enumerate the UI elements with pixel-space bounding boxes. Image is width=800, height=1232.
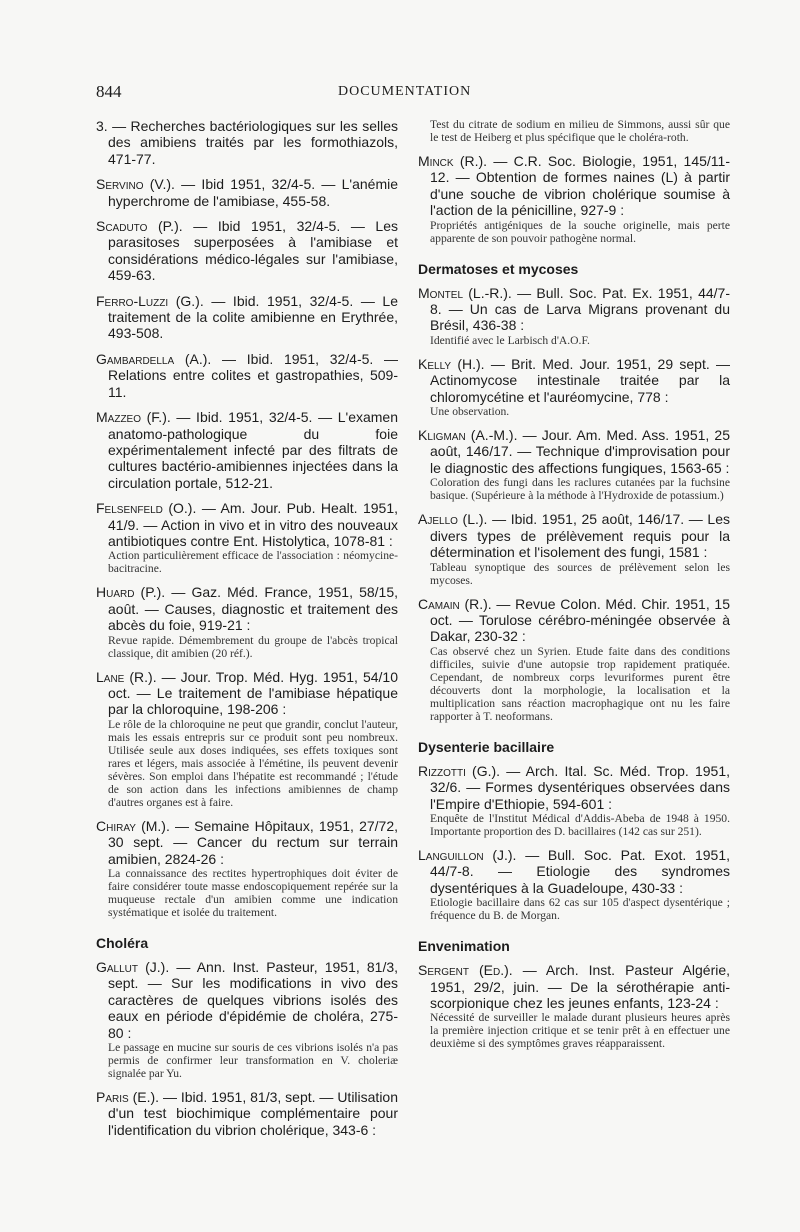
entry-title: — Bull. Soc. Pat. Exot. 1951, 44/7-8. — Etiologie des syndromes dysentériques à la Guadeloupe, 430-33 : [430,846,730,896]
bibliography-entry [96,500,398,575]
entry-citation [96,500,398,549]
entry-citation [96,350,399,400]
entry-title: — Gaz. Méd. France, 1951, 58/15, août. — Causes, diagnostic et traitement des abcès du foie, 919-21 : [108,584,399,634]
bibliography-entry [96,959,398,1080]
right-column [418,118,730,1059]
entry-citation [418,511,730,561]
entry-author: Ferro-Luzzi (G.). [96,292,204,309]
entry-title: — Brit. Med. Jour. 1951, 29 sept. — Actinomycose intestinale traitée par la chloromycétine et l'auréomycine, 778 : [430,355,730,405]
entry-title: — Jour. Trop. Méd. Hyg. 1951, 54/10 oct. — Le traitement de l'amibiase hépatique par la chloroquine, 198-206 : [108,668,399,718]
entry-title: — Am. Jour. Pub. Healt. 1951, 41/9. — Action in vivo et in vitro des nouveaux antibiotiques contre Ent. Histolytica, 1078-81 : [108,500,398,549]
section-heading: Dysenterie bacillaire [418,738,555,755]
entry-note: Nécessité de surveiller le malade durant plusieurs heures après la première injection critique et se tenir prêt à en effectuer une deuxième si des symptômes graves réapparaissent. [430,1011,730,1051]
entry-citation [418,153,730,219]
bibliography-entry [418,962,730,1050]
bibliography-entry [418,511,730,586]
bibliography-entry [96,409,398,491]
entry-citation [96,292,399,342]
entry-citation [96,176,398,209]
running-title: DOCUMENTATION [338,84,472,99]
entry-citation [96,1089,399,1138]
bibliography-entry [96,218,398,284]
entry-author: Languillon (J.). [418,846,517,863]
entry-note: Test du citrate de sodium en milieu de Simmons, aussi sûr que le test de Heiberg et plus spécifique que le choléra-roth. [430,118,730,144]
bibliography-entry [96,584,398,659]
entry-title: — Arch. Ital. Sc. Méd. Trop. 1951, 32/6. — Formes dysentériques observées dans l'Empire d'Ethiopie, 594-601 : [430,762,730,812]
entry-author: Sergent (Ed.). [418,962,513,979]
entry-title: — Ibid 1951, 32/4-5. — L'anémie hyperchrome de l'amibiase, 455-58. [108,176,398,209]
entry-author: Servino (V.). [96,176,175,193]
page-number: 844 [96,82,122,101]
entry-author: Paris (E.). [96,1089,160,1106]
entry-author: Camain (R.). [418,595,492,612]
bibliography-entry [418,427,730,502]
entry-title: — C.R. Soc. Biologie, 1951, 145/11-12. — Obtention de formes naines (L) à partir d'une souche de vibrion cholérique soumise à l'action de la pénicilline, 927-9 : [430,153,730,219]
entry-title: — Ann. Inst. Pasteur, 1951, 81/3, sept. — Sur les modifications in vivo des caractères de quelques vibrions isolés des eaux en période d'épidémie de choléra, 275-80 : [108,959,399,1041]
entry-title: — Revue Colon. Méd. Chir. 1951, 15 oct. — Torulose cérébro-méningée observée à Dakar, 230-32 : [430,595,730,645]
left-column [96,118,398,1147]
entry-title: — Jour. Am. Med. Ass. 1951, 25 août, 146/17. — Technique d'improvisation pour le diagnostic des affections fungiques, 1563-65 : [430,427,730,476]
entry-note: Enquête de l'Institut Médical d'Addis-Abeba de 1948 à 1950. Importante proportion des D. bacillaires (142 cas sur 251). [430,811,730,838]
page-header [96,82,716,106]
entry-author: Gambardella (A.). [96,350,212,367]
entry-author: Kligman (A.-M.). [418,427,518,444]
entry-title: — Ibid 1951, 32/4-5. — Les parasitoses superposées à l'amibiase et considérations médico-légales sur l'amibiase, 459-63. [108,218,399,284]
entry-author: Minck (R.). [418,153,488,169]
entry-author: Lane (R.). [96,668,157,685]
entry-citation [418,762,730,812]
section-heading: Dermatoses et mycoses [418,260,579,277]
section-heading: Choléra [96,935,149,951]
entry-author: Ajello (L.). [418,511,488,528]
entry-citation [96,409,398,491]
entry-note: Etiologie bacillaire dans 62 cas sur 105 d'aspect dysentérique ; fréquence du B. de Morgan. [430,896,730,923]
entry-author: Huard (P.). [96,584,166,601]
entry-note: Propriétés antigéniques de la souche originelle, mais perte apparente de son pouvoir pathogène normal. [430,218,730,245]
entry-citation [418,846,730,896]
entry-citation [96,668,399,718]
bibliography-entry [418,153,730,245]
bibliography-entry [96,293,398,342]
bibliography-entry [418,285,730,347]
entry-note: Une observation. [430,405,510,419]
entry-citation [418,427,730,476]
bibliography-entry [418,356,730,418]
bibliography-entry [418,118,730,144]
bibliography-entry [96,818,398,919]
bibliography-entry [418,763,730,838]
bibliography-entry [96,176,398,209]
entry-author: Chiray (M.). [96,817,170,834]
entry-citation [96,817,398,867]
entry-note: Action particulièrement efficace de l'association : néomycine-bacitracine. [108,549,398,576]
bibliography-entry [96,1089,398,1138]
entry-title: — Ibid. 1951, 81/3, sept. — Utilisation d'un test biochimique complémentaire pour l'identification du vibrion cholérique, 343-6 : [108,1089,399,1138]
entry-title: — Ibid. 1951, 25 août, 146/17. — Les divers types de prélèvement requis pour la détermination et l'isolement des fungi, 1581 : [430,511,730,561]
entry-citation [418,595,730,645]
entry-author: Rizzotti (G.). [418,762,501,779]
entry-title: — Arch. Inst. Pasteur Algérie, 1951, 29/2, juin. — De la sérothérapie anti-scorpionique chez les jeunes enfants, 123-24 : [430,962,731,1011]
entry-title: — Semaine Hôpitaux, 1951, 27/72, 30 sept. — Cancer du rectum sur terrain amibien, 2824-26 : [108,817,398,867]
entry-note: Coloration des fungi dans les raclures cutanées par la fuchsine basique. (Supérieure à la méthode à l'Hydroxide de potassium.) [430,476,730,503]
section-heading: Envenimation [418,938,510,955]
entry-author: Kelly (H.). [418,355,485,372]
entry-note: Tableau synoptique des sources de prélèvement selon les mycoses. [430,560,730,587]
entry-note: Revue rapide. Démembrement du groupe de l'abcès tropical classique, dit amibien (20 réf.). [108,633,398,660]
entry-title: — Ibid. 1951, 32/4-5. — Relations entre colites et gastropathies, 509-11. [108,350,399,400]
entry-citation [418,284,730,334]
entry-citation [96,959,399,1041]
entry-author: Gallut (J.). [96,959,170,975]
entry-author: Mazzeo (F.). [96,409,171,426]
entry-citation [418,962,731,1011]
entry-note: La connaissance des rectites hypertrophiques doit éviter de faire considérer toute masse endoscopiquement repérée sur la muqueuse rectale d'un amibien comme une indication systématique et isolée du traitement. [108,867,398,919]
entry-author: Montel (L.-R.). [418,284,512,301]
bibliography-entry [96,351,398,400]
bibliography-entry [418,596,730,723]
entry-title: — Ibid. 1951, 32/4-5. — L'examen anatomo-pathologique du foie expérimentalement infecté par des filtrats de cultures bactério-amibiennes injectées dans la circulation portale, 512-21. [108,409,398,491]
entry-title: — Bull. Soc. Pat. Ex. 1951, 44/7-8. — Un cas de Larva Migrans provenant du Brésil, 436-38 : [430,284,730,334]
entry-title: — Ibid. 1951, 32/4-5. — Le traitement de la colite amibienne en Erythrée, 493-508. [108,292,399,342]
bibliography-entry [96,669,398,809]
entry-citation [418,355,730,405]
bibliography-entry [418,847,730,922]
entry-note: Cas observé chez un Syrien. Etude faite dans des conditions difficiles, suivie d'une autopsie trop rapidement pratiquée. Cependant, de nombreux corps levuriformes purent être découverts dont la morphologie, la localisation et la multiplication sans réaction macrophagique ont nu les faire rapporter à T. neoformans. [430,644,730,723]
entry-citation [96,584,399,634]
entry-note: Le passage en mucine sur souris de ces vibrions isolés n'a pas permis de confirmer leur transformation en V. choleriæ signalée par Yu. [108,1041,398,1081]
entry-citation [96,118,398,167]
entry-note: Identifié avec le Larbisch d'A.O.F. [430,333,590,347]
entry-author: Felsenfeld (O.). [96,500,197,517]
bibliography-entry [96,118,398,167]
entry-title: 3. — Recherches bactériologiques sur les selles des amibiens traités par les formothiazols, 471-77. [96,118,398,167]
entry-note: Le rôle de la chloroquine ne peut que grandir, conclut l'auteur, mais les essais entrepris sur ce produit sont peu nombreux. Utilisée seule aux doses indiquées, ses effets toxiques sont rares et légers, mais associée à l'émétine, ils peuvent devenir sévères. Son emploi dans l'hépatite est recommandé ; l'étude de son action dans les infections amibiennes de champ d'autres organes est à faire. [108,717,398,809]
entry-author: Scaduto (P.). [96,218,183,235]
entry-citation [96,218,399,284]
